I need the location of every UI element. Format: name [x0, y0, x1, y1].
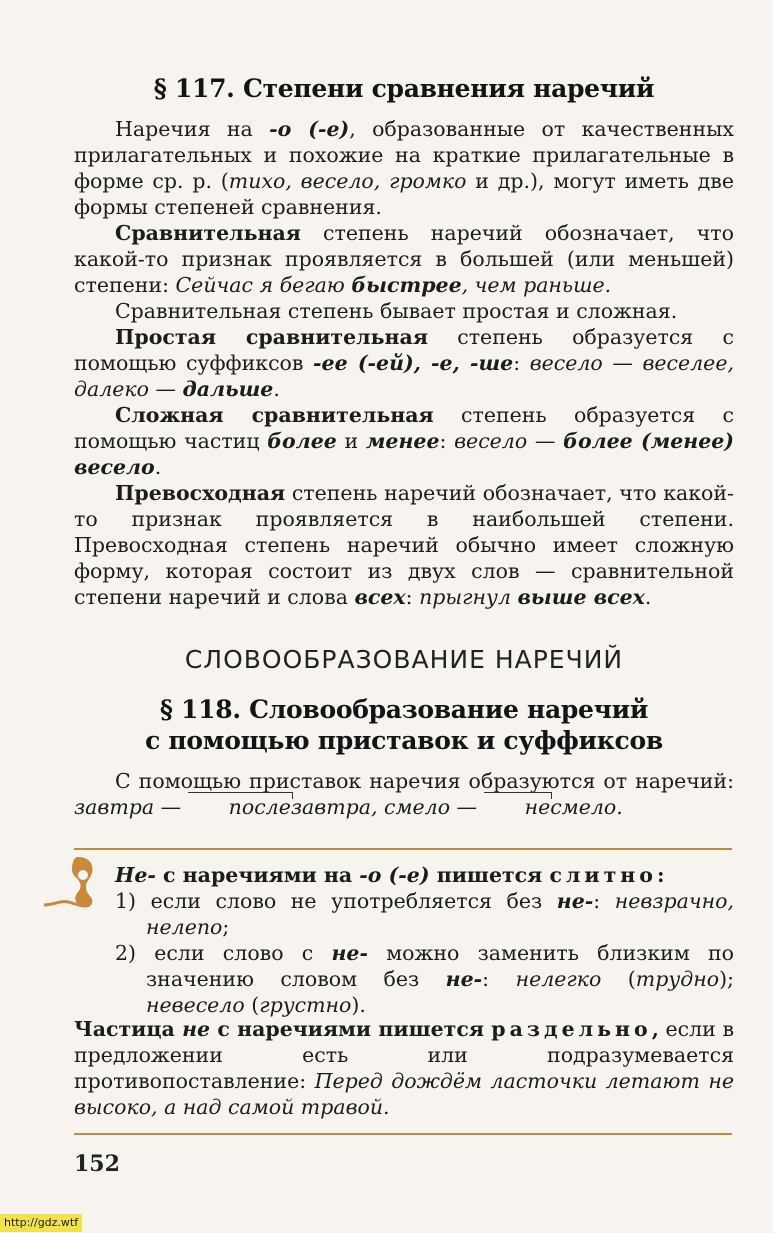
example: невесело	[146, 993, 245, 1017]
prefix: не-	[445, 967, 483, 991]
spaced-word: раздельно	[491, 1017, 652, 1041]
section-117-title: § 117. Степени сравнения наречий	[153, 74, 655, 103]
example: смело.	[550, 795, 623, 819]
particle: более	[267, 429, 337, 453]
example: весело —	[529, 351, 643, 375]
example: завтра, смело —	[290, 795, 484, 819]
paragraph	[74, 116, 734, 220]
paragraph	[74, 220, 734, 298]
example: веселее	[642, 351, 728, 375]
section-118-title-line1: § 118. Словообразование наречий	[159, 695, 649, 724]
text: с наречиями пишется	[210, 1017, 492, 1041]
text: и др.), могут иметь две формы степеней сравнения.	[74, 169, 734, 219]
particle-paragraph	[74, 1016, 734, 1120]
example: весело —	[454, 429, 564, 453]
section-118-title-line2: с помощью приставок и суффиксов	[145, 726, 663, 755]
text: степень образуется с помощью частиц	[74, 403, 735, 453]
example-bold: быстрее	[351, 273, 462, 297]
term: Сложная сравнительная	[115, 403, 434, 427]
text: .	[644, 585, 652, 609]
prefix: не-	[331, 941, 368, 965]
suffix: -ее (-ей), -е, -ше	[313, 351, 514, 375]
suffix: -о (-е)	[359, 863, 430, 887]
text: степень наречий обозначает, что какой-то признак проявляется в большей (или меньшей) степени:	[74, 221, 734, 297]
paragraph	[74, 402, 734, 480]
page-number: 152	[74, 1151, 120, 1177]
text: ).	[351, 993, 366, 1017]
text: можно заменить близким по значению словом без	[146, 941, 734, 991]
example-bold: дальше	[182, 377, 274, 401]
term: Превосходная	[115, 481, 286, 505]
text: :	[439, 429, 455, 453]
text: степень наречий обозначает, что какой-то признак проявляется в наибольшей степени. Превосходная степень наречий обычно имеет сложную форму, которая состоит из двух слов — сравнительной степени наречий и слова	[74, 481, 734, 609]
text: Наречия на	[115, 117, 270, 141]
example-bold: выше всех	[517, 585, 645, 609]
text: и	[336, 429, 366, 453]
prefix: Не-	[115, 863, 156, 887]
text: ,	[727, 351, 734, 375]
example: далеко —	[74, 377, 183, 401]
text: :	[513, 351, 530, 375]
section-117	[74, 73, 734, 610]
text: .	[273, 377, 280, 401]
item-number: 1)	[115, 889, 151, 913]
example: трудно	[635, 967, 720, 991]
prefix: не-	[556, 889, 594, 913]
text: пишется	[429, 863, 550, 887]
paragraph	[74, 324, 734, 402]
text: если в предложении есть или подразумевается противопоставление:	[74, 1017, 734, 1093]
item-number: 2)	[115, 941, 155, 965]
text: Частица	[74, 1017, 183, 1041]
paragraph	[74, 480, 734, 610]
example: грустно	[259, 993, 352, 1017]
example: невзрачно, нелепо	[146, 889, 734, 939]
term: Сравнительная	[115, 221, 301, 245]
text: :	[405, 585, 420, 609]
example: завтра —	[74, 795, 188, 819]
text: , образованные от качественных прилагательных и похожие на краткие прилагательные в форме ср. р. (	[74, 117, 734, 193]
text: ,	[651, 1017, 659, 1041]
text: с наречиями на	[155, 863, 360, 887]
rule-box	[115, 862, 734, 1018]
rule-heading	[115, 862, 734, 888]
spaced-word: слитно	[549, 863, 657, 887]
example: Сейчас я бегаю	[175, 273, 352, 297]
example: , чем раньше.	[461, 273, 612, 297]
text: ;	[222, 915, 230, 939]
watermark-link[interactable]: http://gdz.wtf	[0, 1214, 82, 1232]
example: прыгнул	[419, 585, 518, 609]
suffix: -о (-е)	[269, 117, 350, 141]
rule-item-1	[115, 888, 734, 940]
text: степень образуется с помощью суффиксов	[74, 325, 734, 375]
section-118	[74, 694, 734, 820]
attention-ornament-icon	[42, 855, 104, 913]
rule-bottom-line	[74, 1133, 732, 1135]
text: если слово с	[154, 941, 332, 965]
text: :	[593, 889, 615, 913]
text: :	[656, 863, 665, 887]
text: );	[719, 967, 734, 991]
example: тихо, весело, громко	[228, 169, 467, 193]
text: (	[244, 993, 260, 1017]
rule-item-2	[115, 940, 734, 1018]
rule-top-line	[74, 848, 732, 850]
example: Перед дождём ласточки летают не высоко, а над самой травой.	[74, 1069, 734, 1119]
example-bold: более (менее) весело	[74, 429, 735, 479]
term: Простая сравнительная	[115, 325, 428, 349]
text: :	[482, 967, 516, 991]
text: С помощью приставок наречия образуются от наречий:	[115, 769, 734, 793]
example-bold: всех	[354, 585, 406, 609]
particle: не	[182, 1017, 211, 1041]
paragraph: Сравнительная степень бывает простая и сложная.	[115, 299, 678, 323]
prefix-marked: после	[188, 794, 291, 820]
particle-rule	[74, 1016, 734, 1120]
example: нелегко	[515, 967, 602, 991]
text: если слово не употребляется без	[150, 889, 557, 913]
text: (	[601, 967, 636, 991]
prefix-marked: не	[484, 794, 551, 820]
text: .	[154, 455, 162, 479]
paragraph	[74, 768, 734, 820]
chapter-title: СЛОВООБРАЗОВАНИЕ НАРЕЧИЙ	[184, 645, 624, 674]
particle: менее	[365, 429, 440, 453]
